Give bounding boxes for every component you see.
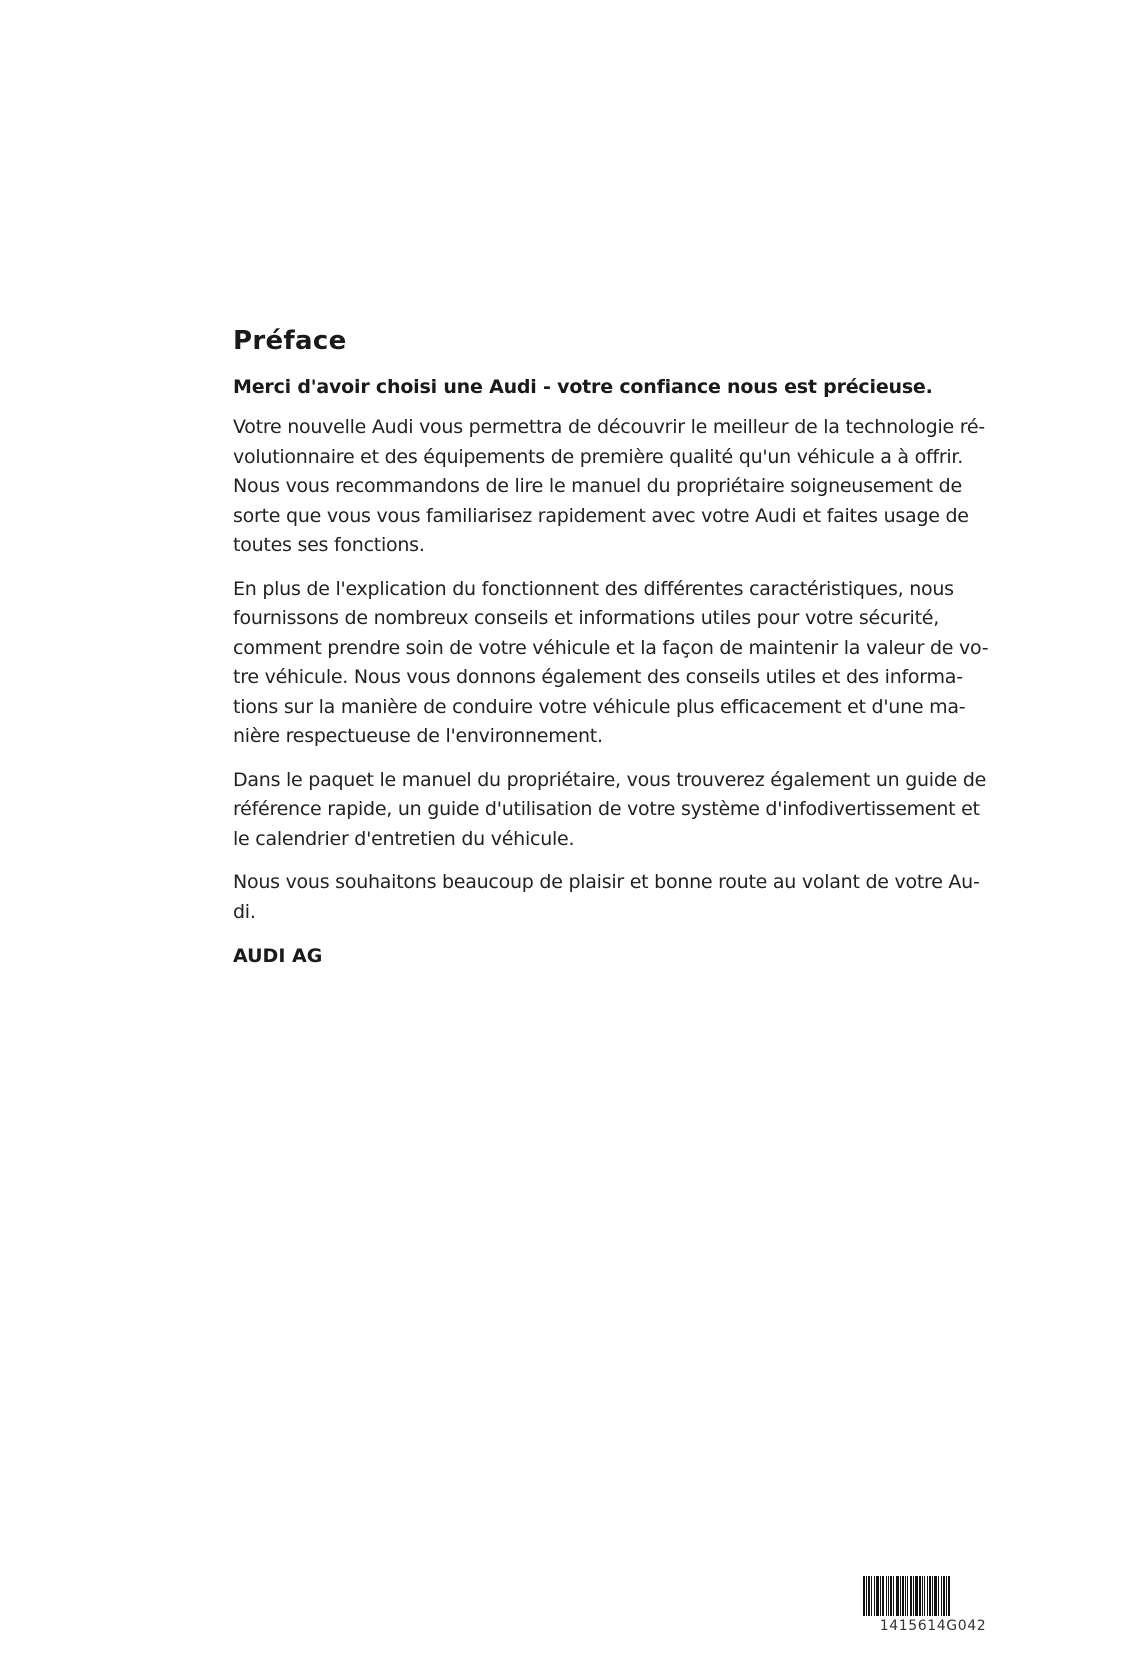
- barcode-image: [862, 1576, 1004, 1616]
- preface-content: [233, 323, 1013, 971]
- paragraph-line: fournissons de nombreux conseils et informations utiles pour votre sécurité,: [233, 607, 940, 629]
- paragraph-line: En plus de l'explication du fonctionnent des différentes caractéristiques, nous: [233, 577, 954, 600]
- paragraph-line: sorte que vous vous familiarisez rapidement avec votre Audi et faites usage de: [233, 504, 969, 527]
- paragraph-line: Dans le paquet le manuel du propriétaire, vous trouverez également un guide de: [233, 768, 987, 791]
- paragraph-line: volutionnaire et des équipements de première qualité qu'un véhicule a à offrir.: [233, 445, 964, 468]
- signature: AUDI AG: [233, 945, 323, 967]
- paragraph-line: référence rapide, un guide d'utilisation de votre système d'infodivertissement et: [233, 798, 980, 820]
- paragraph-line: le calendrier d'entretien du véhicule.: [233, 827, 575, 850]
- paragraph-line: nière respectueuse de l'environnement.: [233, 725, 603, 747]
- paragraph: [233, 868, 1013, 927]
- paragraph-line: di.: [233, 900, 256, 923]
- preface-subtitle: Merci d'avoir choisi une Audi - votre confiance nous est précieuse.: [233, 376, 933, 398]
- paragraph-line: comment prendre soin de votre véhicule et la façon de maintenir la valeur de vo-: [233, 636, 989, 659]
- paragraph-line: Nous vous recommandons de lire le manuel du propriétaire soigneusement de: [233, 475, 962, 497]
- paragraph: [233, 575, 1013, 752]
- paragraph-line: tions sur la manière de conduire votre véhicule plus efficacement et d'une ma-: [233, 695, 966, 718]
- paragraph: [233, 766, 1013, 855]
- paragraph-line: tre véhicule. Nous vous donnons également des conseils utiles et des informa-: [233, 666, 963, 688]
- paragraph-line: Votre nouvelle Audi vous permettra de découvrir le meilleur de la technologie ré-: [233, 416, 985, 438]
- paragraph-line: toutes ses fonctions.: [233, 534, 425, 556]
- barcode: [862, 1576, 1004, 1635]
- barcode-number: 1415614G042: [879, 1618, 987, 1634]
- paragraph-line: Nous vous souhaitons beaucoup de plaisir et bonne route au volant de votre Au-: [233, 871, 980, 893]
- paragraph: [233, 413, 1013, 561]
- page-title: Préface: [233, 326, 347, 356]
